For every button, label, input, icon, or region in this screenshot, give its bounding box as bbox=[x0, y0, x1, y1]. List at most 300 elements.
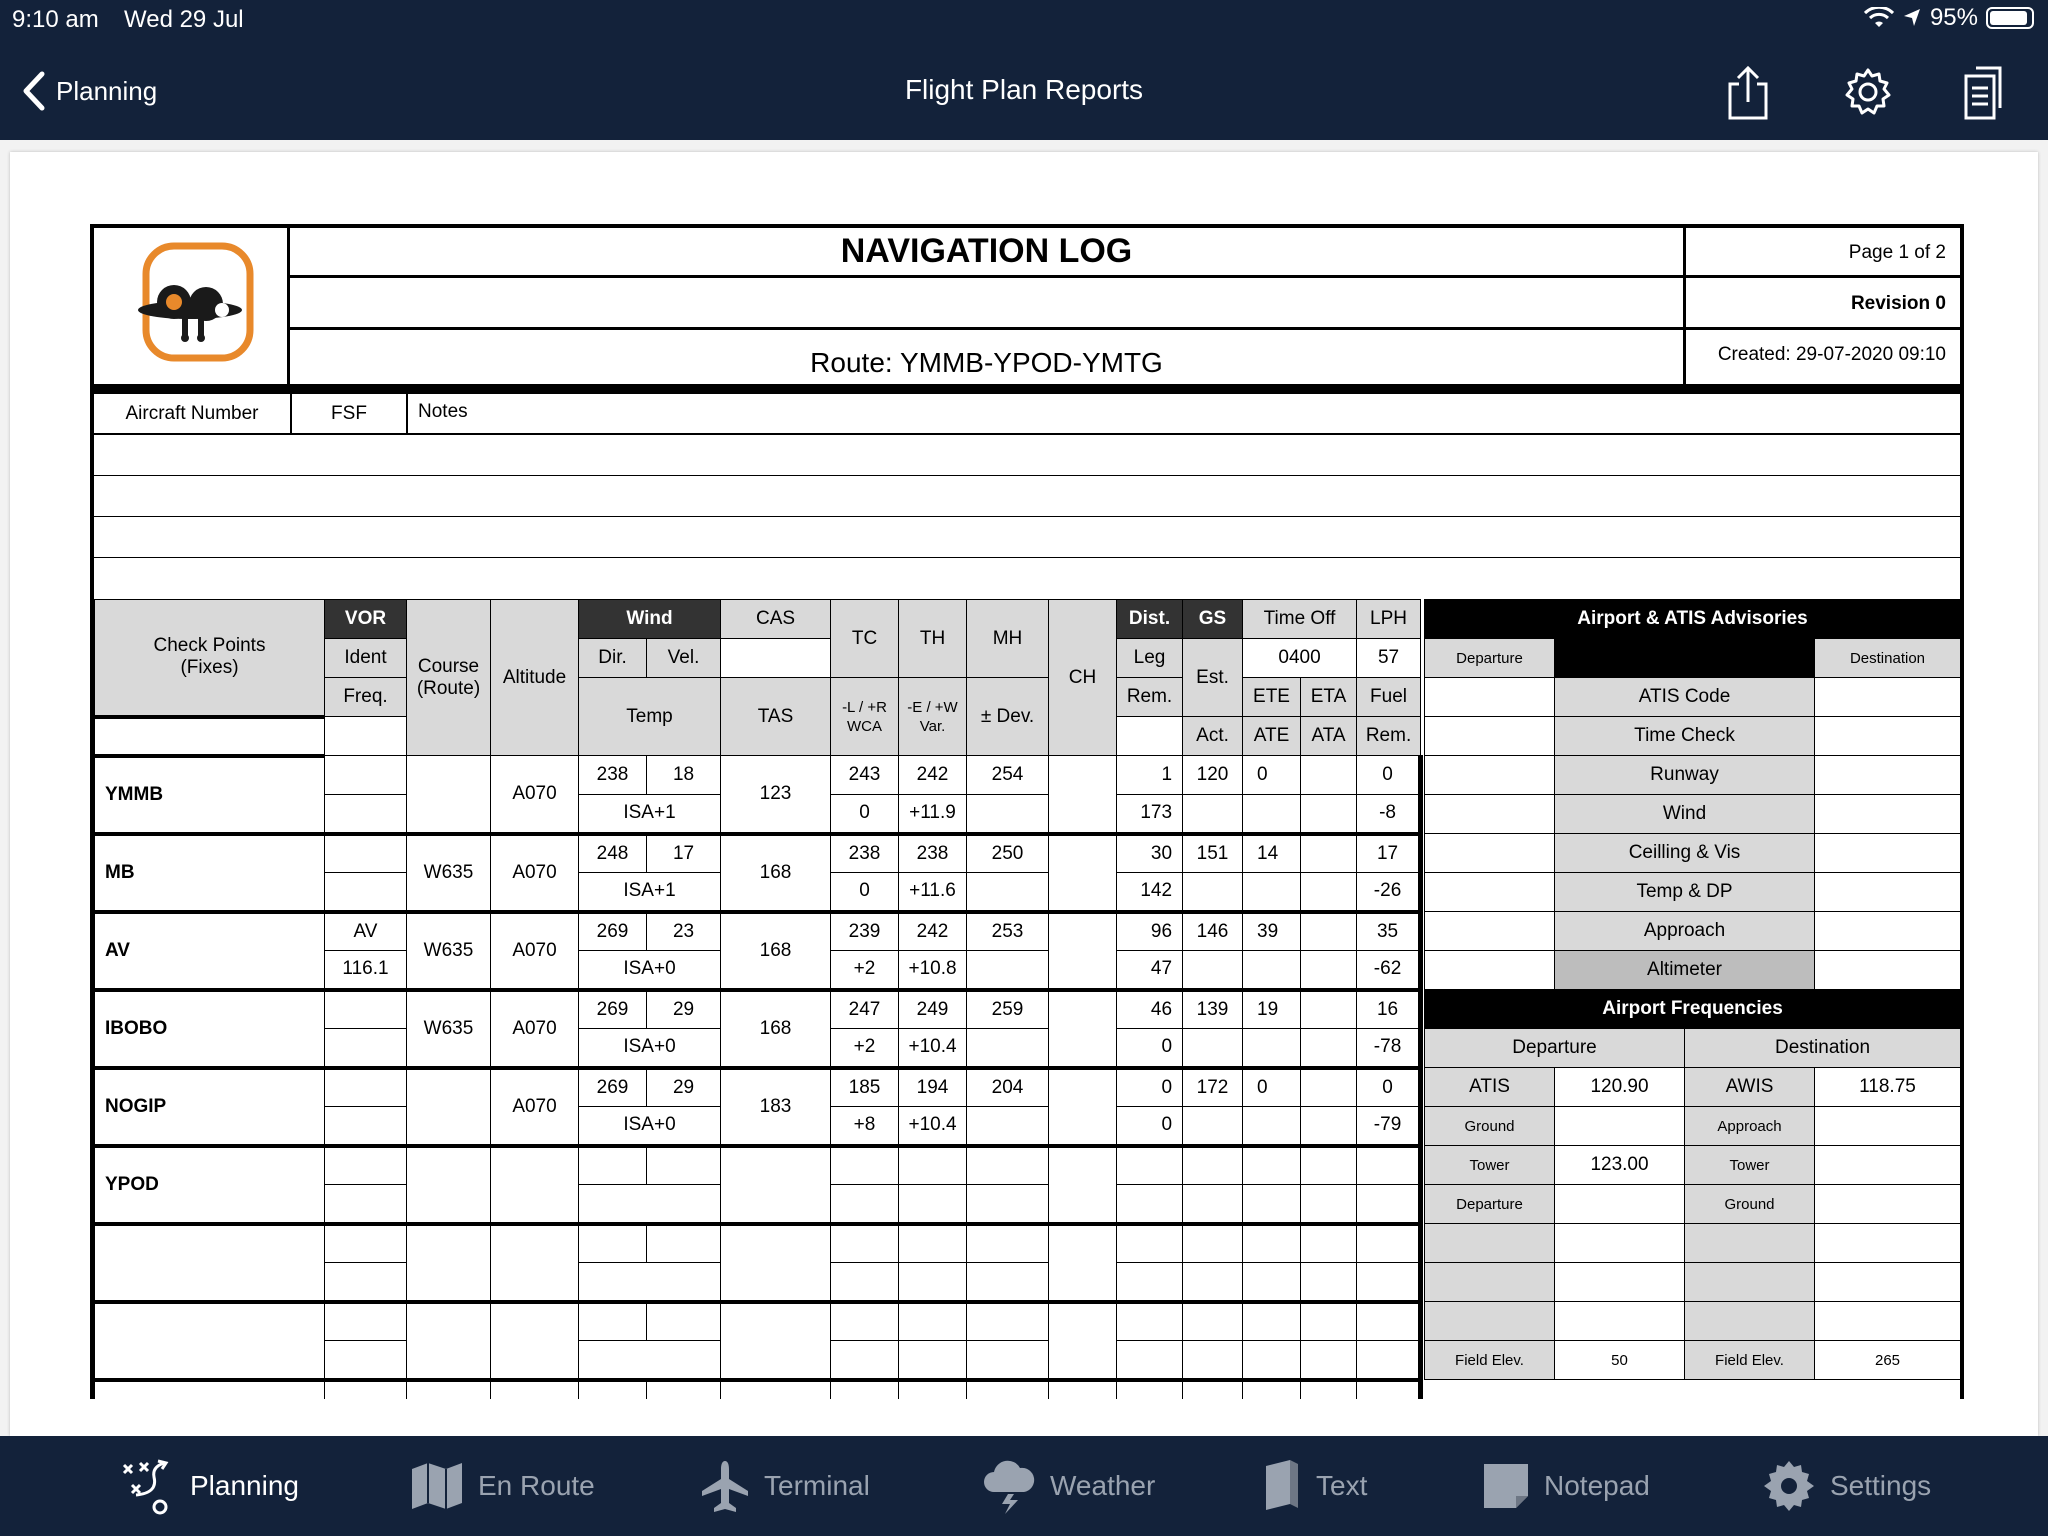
leg-ata bbox=[1301, 951, 1357, 990]
leg-altitude: A070 bbox=[491, 834, 579, 912]
freq-dest-label: Tower bbox=[1685, 1146, 1815, 1185]
leg-temp: ISA+1 bbox=[579, 873, 721, 912]
notes-label: Notes bbox=[418, 401, 468, 422]
leg-var: +10.4 bbox=[899, 1029, 967, 1068]
wind-dir-header: Dir. bbox=[579, 639, 647, 678]
leg-ata bbox=[1301, 1185, 1357, 1224]
leg-altitude: A070 bbox=[491, 1068, 579, 1146]
freq-dep-value bbox=[1555, 1107, 1685, 1146]
leg-tc bbox=[831, 1146, 899, 1185]
wind-vel: 29 bbox=[647, 990, 721, 1029]
gs-header: GS bbox=[1183, 600, 1243, 639]
leg-dist-rem: 47 bbox=[1117, 951, 1183, 990]
share-icon bbox=[1722, 64, 1774, 122]
leg-temp: ISA+1 bbox=[579, 795, 721, 834]
fix-name bbox=[95, 1224, 325, 1302]
atis-departure-value bbox=[1425, 717, 1555, 756]
vor-freq bbox=[325, 795, 407, 834]
leg-temp bbox=[579, 1341, 721, 1380]
leg-gs-act bbox=[1183, 873, 1243, 912]
nav-log-table bbox=[94, 599, 1423, 1399]
leg-eta bbox=[1301, 756, 1357, 795]
notes-line[interactable] bbox=[94, 476, 1960, 517]
vor-ident bbox=[325, 834, 407, 873]
atis-row bbox=[1425, 873, 1961, 912]
log-header bbox=[90, 224, 1964, 394]
leg-temp: ISA+0 bbox=[579, 1107, 721, 1146]
leg-dist-rem bbox=[1117, 1185, 1183, 1224]
notes-line[interactable] bbox=[94, 517, 1960, 558]
leg-ete: 39 bbox=[1243, 912, 1301, 951]
table-row bbox=[95, 912, 1421, 951]
leg-eta bbox=[1301, 1224, 1357, 1263]
leg-var: +10.8 bbox=[899, 951, 967, 990]
leg-cas: 168 bbox=[721, 834, 831, 912]
leg-gs-est bbox=[1183, 1146, 1243, 1185]
fix-name: MB bbox=[95, 834, 325, 912]
ident-header: Ident bbox=[325, 639, 407, 678]
reports-button[interactable] bbox=[1960, 64, 2012, 122]
leg-th: 249 bbox=[899, 990, 967, 1029]
vor-ident: AV bbox=[325, 912, 407, 951]
atis-departure-value bbox=[1425, 912, 1555, 951]
wind-vel-header: Vel. bbox=[647, 639, 721, 678]
leg-tc bbox=[831, 1302, 899, 1341]
freq-dest-value bbox=[1815, 1107, 1961, 1146]
atis-row-label: Altimeter bbox=[1555, 951, 1815, 990]
leg-th bbox=[899, 1380, 967, 1400]
leg-gs-est: 151 bbox=[1183, 834, 1243, 873]
tab-terminal-label: Terminal bbox=[764, 1470, 870, 1501]
leg-fuel-rem: -78 bbox=[1357, 1029, 1421, 1068]
tc-header: TC bbox=[831, 600, 899, 678]
atis-destination-value bbox=[1815, 678, 1961, 717]
status-date: Wed 29 Jul bbox=[124, 6, 244, 33]
atis-row-label: Approach bbox=[1555, 912, 1815, 951]
vor-ident bbox=[325, 1224, 407, 1263]
vor-freq: 116.1 bbox=[325, 951, 407, 990]
check-points-header: Check Points (Fixes) bbox=[95, 600, 325, 717]
back-label: Planning bbox=[56, 75, 158, 106]
leg-ate bbox=[1243, 873, 1301, 912]
tab-text[interactable] bbox=[1262, 1456, 1367, 1516]
leg-var bbox=[899, 1341, 967, 1380]
leg-dist: 96 bbox=[1117, 912, 1183, 951]
freq-dep-label: ATIS bbox=[1425, 1068, 1555, 1107]
fix-name: IBOBO bbox=[95, 990, 325, 1068]
leg-fuel-rem: -26 bbox=[1357, 873, 1421, 912]
book-icon bbox=[1262, 1458, 1302, 1514]
vor-ident bbox=[325, 990, 407, 1029]
leg-mh: 204 bbox=[967, 1068, 1049, 1107]
leg-eta bbox=[1301, 912, 1357, 951]
wind-vel bbox=[647, 1224, 721, 1263]
th-header: TH bbox=[899, 600, 967, 678]
navigation-log bbox=[90, 224, 1964, 1399]
leg-th bbox=[899, 1224, 967, 1263]
leg-ate bbox=[1243, 1029, 1301, 1068]
cas-header: CAS bbox=[721, 600, 831, 639]
wind-vel: 18 bbox=[647, 756, 721, 795]
dev-header: ± Dev. bbox=[967, 678, 1049, 756]
leg-altitude bbox=[491, 1146, 579, 1224]
freq-row bbox=[1425, 1185, 1961, 1224]
weather-cloud-icon bbox=[980, 1458, 1036, 1514]
leg-tc: 185 bbox=[831, 1068, 899, 1107]
fix-name: NOGIP bbox=[95, 1068, 325, 1146]
notes-line[interactable] bbox=[94, 435, 1960, 476]
atis-row bbox=[1425, 717, 1961, 756]
var-header: -E / +W Var. bbox=[899, 678, 967, 756]
documents-icon bbox=[1960, 64, 2012, 122]
leg-ch bbox=[1049, 1302, 1117, 1380]
page-title: Flight Plan Reports bbox=[904, 74, 1144, 105]
notes-area bbox=[90, 394, 1964, 599]
lph-value: 57 bbox=[1357, 639, 1421, 678]
leg-wca: 0 bbox=[831, 795, 899, 834]
atis-departure-value bbox=[1425, 873, 1555, 912]
vor-freq bbox=[325, 1107, 407, 1146]
leg-dev bbox=[967, 1185, 1049, 1224]
revision: Revision 0 bbox=[1686, 278, 1960, 330]
leg-ete bbox=[1243, 1380, 1301, 1400]
temp-header: Temp bbox=[579, 678, 721, 756]
time-off-value: 0400 bbox=[1243, 639, 1357, 678]
leg-dist-rem bbox=[1117, 1341, 1183, 1380]
leg-ch bbox=[1049, 1380, 1117, 1400]
leg-ete: 0 bbox=[1243, 1068, 1301, 1107]
dest-field-elev: 265 bbox=[1815, 1341, 1961, 1380]
leg-dev bbox=[967, 1263, 1049, 1302]
tab-terminal[interactable] bbox=[700, 1456, 870, 1516]
leg-mh bbox=[967, 1380, 1049, 1400]
leg-dev bbox=[967, 795, 1049, 834]
leg-dist bbox=[1117, 1380, 1183, 1400]
leg-fuel-rem: -62 bbox=[1357, 951, 1421, 990]
app-logo bbox=[94, 228, 290, 384]
report-sheet[interactable] bbox=[10, 152, 2038, 1436]
wind-vel: 23 bbox=[647, 912, 721, 951]
gear-icon bbox=[1762, 1459, 1816, 1513]
tab-en-route[interactable] bbox=[410, 1456, 595, 1516]
tab-notepad[interactable] bbox=[1482, 1456, 1650, 1516]
vor-ident bbox=[325, 1068, 407, 1107]
leg-altitude: A070 bbox=[491, 756, 579, 834]
freq-destination-header: Destination bbox=[1685, 1029, 1961, 1068]
top-navigation-bar bbox=[0, 0, 2048, 140]
leg-gs-est: 120 bbox=[1183, 756, 1243, 795]
leg-ate bbox=[1243, 1107, 1301, 1146]
leg-eta bbox=[1301, 1068, 1357, 1107]
leg-cas: 168 bbox=[721, 912, 831, 990]
leg-cas bbox=[721, 1380, 831, 1400]
aircraft-number-label: Aircraft Number bbox=[94, 394, 292, 434]
tab-en-route-label: En Route bbox=[478, 1470, 595, 1501]
leg-gs-act bbox=[1183, 1107, 1243, 1146]
leg-ete: 14 bbox=[1243, 834, 1301, 873]
fix-blank bbox=[95, 717, 325, 756]
location-arrow-icon bbox=[1902, 7, 1922, 29]
tas-header: TAS bbox=[721, 678, 831, 756]
leg-dist-rem: 142 bbox=[1117, 873, 1183, 912]
leg-mh: 250 bbox=[967, 834, 1049, 873]
leg-gs-act bbox=[1183, 1029, 1243, 1068]
leg-gs-act bbox=[1183, 795, 1243, 834]
table-row bbox=[95, 1146, 1421, 1185]
leg-ch bbox=[1049, 756, 1117, 834]
fuel-header: Fuel bbox=[1357, 678, 1421, 717]
wind-dir: 248 bbox=[579, 834, 647, 873]
leg-mh bbox=[967, 1224, 1049, 1263]
ate-header: ATE bbox=[1243, 717, 1301, 756]
fix-name: AV bbox=[95, 912, 325, 990]
leg-cas bbox=[721, 1224, 831, 1302]
atis-destination-value bbox=[1815, 873, 1961, 912]
leg-var: +11.6 bbox=[899, 873, 967, 912]
tab-text-label: Text bbox=[1316, 1470, 1368, 1501]
leg-tc: 239 bbox=[831, 912, 899, 951]
tab-weather[interactable] bbox=[980, 1456, 1155, 1516]
atis-destination-value bbox=[1815, 795, 1961, 834]
freq-dep-value: 123.00 bbox=[1555, 1146, 1685, 1185]
leg-var bbox=[899, 1263, 967, 1302]
atis-destination-value bbox=[1815, 951, 1961, 990]
table-row bbox=[95, 756, 1421, 795]
vor-ident bbox=[325, 1380, 407, 1400]
gear-icon bbox=[1842, 64, 1894, 122]
vor-freq bbox=[325, 1185, 407, 1224]
leg-wca bbox=[831, 1185, 899, 1224]
fix-name: YMMB bbox=[95, 756, 325, 834]
freq-dest-label: Ground bbox=[1685, 1185, 1815, 1224]
cas-blank bbox=[721, 639, 831, 678]
share-button[interactable] bbox=[1722, 64, 1774, 122]
leg-gs-act bbox=[1183, 1185, 1243, 1224]
freq-dep-label: Departure bbox=[1425, 1185, 1555, 1224]
leg-cas bbox=[721, 1302, 831, 1380]
freq-dep-label: Tower bbox=[1425, 1146, 1555, 1185]
leg-gs-act bbox=[1183, 1341, 1243, 1380]
leg-dist bbox=[1117, 1224, 1183, 1263]
leg-fuel bbox=[1357, 1380, 1421, 1400]
atis-row bbox=[1425, 678, 1961, 717]
atis-departure-value bbox=[1425, 834, 1555, 873]
leg-ch bbox=[1049, 1068, 1117, 1146]
leg-cas: 123 bbox=[721, 756, 831, 834]
route-label: Route: YMMB-YPOD-YMTG bbox=[290, 330, 1686, 384]
leg-ate bbox=[1243, 1185, 1301, 1224]
eta-header: ETA bbox=[1301, 678, 1357, 717]
freq-departure-header: Departure bbox=[1425, 1029, 1685, 1068]
leg-altitude bbox=[491, 1224, 579, 1302]
leg-tc: 243 bbox=[831, 756, 899, 795]
vor-ident bbox=[325, 756, 407, 795]
leg-dist-rem: 0 bbox=[1117, 1107, 1183, 1146]
atis-row bbox=[1425, 951, 1961, 990]
leg-ata bbox=[1301, 795, 1357, 834]
tab-planning-label: Planning bbox=[190, 1470, 299, 1501]
leg-mh: 253 bbox=[967, 912, 1049, 951]
leg-dev bbox=[967, 1341, 1049, 1380]
atis-title: Airport & ATIS Advisories bbox=[1425, 600, 1961, 639]
fix-name bbox=[95, 1302, 325, 1380]
leg-ch bbox=[1049, 912, 1117, 990]
altitude-header: Altitude bbox=[491, 600, 579, 756]
leg-course bbox=[407, 1068, 491, 1146]
leg-gs-est: 146 bbox=[1183, 912, 1243, 951]
wind-dir bbox=[579, 1302, 647, 1341]
wind-dir: 269 bbox=[579, 990, 647, 1029]
leg-course: W635 bbox=[407, 990, 491, 1068]
leg-gs-est: 139 bbox=[1183, 990, 1243, 1029]
leg-gs-act bbox=[1183, 1263, 1243, 1302]
aircraft-number-value: FSF bbox=[292, 394, 408, 434]
wind-dir: 269 bbox=[579, 1068, 647, 1107]
dest-field-elev-label: Field Elev. bbox=[1685, 1341, 1815, 1380]
leg-ate bbox=[1243, 795, 1301, 834]
wind-dir bbox=[579, 1380, 647, 1400]
table-row bbox=[95, 1068, 1421, 1107]
notes-line[interactable] bbox=[94, 558, 1960, 599]
leg-ete bbox=[1243, 1224, 1301, 1263]
leg-var bbox=[899, 1185, 967, 1224]
leg-wca: +8 bbox=[831, 1107, 899, 1146]
leg-th: 238 bbox=[899, 834, 967, 873]
leg-eta bbox=[1301, 1146, 1357, 1185]
vor-header: VOR bbox=[325, 600, 407, 639]
leg-fuel-rem bbox=[1357, 1185, 1421, 1224]
wind-header: Wind bbox=[579, 600, 721, 639]
tab-settings[interactable] bbox=[1762, 1456, 1931, 1516]
est-header: Est. bbox=[1183, 639, 1243, 717]
leg-gs-est bbox=[1183, 1224, 1243, 1263]
leg-dist: 46 bbox=[1117, 990, 1183, 1029]
settings-button[interactable] bbox=[1842, 64, 1894, 122]
atis-departure-header: Departure bbox=[1425, 639, 1555, 678]
leg-dev bbox=[967, 1107, 1049, 1146]
leg-var: +11.9 bbox=[899, 795, 967, 834]
dep-field-elev: 50 bbox=[1555, 1341, 1685, 1380]
ch-header: CH bbox=[1049, 600, 1117, 756]
atis-destination-header: Destination bbox=[1815, 639, 1961, 678]
table-row bbox=[95, 834, 1421, 873]
atis-row bbox=[1425, 795, 1961, 834]
leg-temp: ISA+0 bbox=[579, 951, 721, 990]
leg-course bbox=[407, 756, 491, 834]
atis-row bbox=[1425, 834, 1961, 873]
wind-dir: 269 bbox=[579, 912, 647, 951]
leg-dist bbox=[1117, 1146, 1183, 1185]
leg-var: +10.4 bbox=[899, 1107, 967, 1146]
log-subtitle-blank bbox=[290, 278, 1686, 330]
leg-gs-est: 172 bbox=[1183, 1068, 1243, 1107]
leg-tc: 238 bbox=[831, 834, 899, 873]
leg-mh: 259 bbox=[967, 990, 1049, 1029]
mh-header: MH bbox=[967, 600, 1049, 678]
act-header: Act. bbox=[1183, 717, 1243, 756]
leg-fuel-rem bbox=[1357, 1341, 1421, 1380]
leg-th: 242 bbox=[899, 912, 967, 951]
leg-altitude bbox=[491, 1380, 579, 1400]
leg-course: W635 bbox=[407, 912, 491, 990]
freq-dest-value: 118.75 bbox=[1815, 1068, 1961, 1107]
leg-fuel-rem: -8 bbox=[1357, 795, 1421, 834]
map-icon bbox=[410, 1461, 464, 1511]
freq-row bbox=[1425, 1107, 1961, 1146]
wind-vel bbox=[647, 1146, 721, 1185]
vor-blank bbox=[325, 717, 407, 756]
leg-dist: 0 bbox=[1117, 1068, 1183, 1107]
wind-vel: 29 bbox=[647, 1068, 721, 1107]
airplane-icon bbox=[700, 1459, 750, 1513]
leg-dev bbox=[967, 951, 1049, 990]
dist-header: Dist. bbox=[1117, 600, 1183, 639]
leg-course: W635 bbox=[407, 834, 491, 912]
atis-destination-value bbox=[1815, 717, 1961, 756]
wifi-icon bbox=[1864, 7, 1894, 29]
freq-row bbox=[1425, 1068, 1961, 1107]
tab-weather-label: Weather bbox=[1050, 1470, 1156, 1501]
leg-wca bbox=[831, 1341, 899, 1380]
vor-ident bbox=[325, 1302, 407, 1341]
leg-ch bbox=[1049, 1224, 1117, 1302]
leg-eta bbox=[1301, 990, 1357, 1029]
ata-header: ATA bbox=[1301, 717, 1357, 756]
ete-header: ETE bbox=[1243, 678, 1301, 717]
leg-ete: 0 bbox=[1243, 756, 1301, 795]
leg-ete bbox=[1243, 1302, 1301, 1341]
wind-dir bbox=[579, 1224, 647, 1263]
leg-ch bbox=[1049, 1146, 1117, 1224]
leg-fuel bbox=[1357, 1302, 1421, 1341]
planning-icon bbox=[118, 1457, 176, 1515]
leg-fuel: 16 bbox=[1357, 990, 1421, 1029]
leg-temp bbox=[579, 1263, 721, 1302]
wind-vel bbox=[647, 1302, 721, 1341]
leg-mh: 254 bbox=[967, 756, 1049, 795]
leg-eta bbox=[1301, 1302, 1357, 1341]
wind-dir: 238 bbox=[579, 756, 647, 795]
leg-eta bbox=[1301, 1380, 1357, 1400]
rem-header: Rem. bbox=[1117, 678, 1183, 717]
table-row bbox=[95, 990, 1421, 1029]
leg-ate bbox=[1243, 1263, 1301, 1302]
leg-altitude: A070 bbox=[491, 990, 579, 1068]
leg-ate bbox=[1243, 1341, 1301, 1380]
atis-departure-value bbox=[1425, 795, 1555, 834]
log-body bbox=[90, 599, 1964, 1399]
fuel-rem-header: Rem. bbox=[1357, 717, 1421, 756]
leg-dist-rem: 0 bbox=[1117, 1029, 1183, 1068]
leg-gs-est bbox=[1183, 1302, 1243, 1341]
tab-planning[interactable] bbox=[118, 1456, 299, 1516]
freq-dest-value bbox=[1815, 1185, 1961, 1224]
status-time: 9:10 am bbox=[12, 6, 99, 33]
leg-ata bbox=[1301, 1029, 1357, 1068]
leg-altitude bbox=[491, 1302, 579, 1380]
page-number: Page 1 of 2 bbox=[1686, 228, 1960, 278]
wind-vel: 17 bbox=[647, 834, 721, 873]
table-row bbox=[95, 1302, 1421, 1341]
freq-dest-value bbox=[1815, 1146, 1961, 1185]
vor-freq bbox=[325, 1341, 407, 1380]
freq-row bbox=[1425, 1146, 1961, 1185]
freq-title: Airport Frequencies bbox=[1425, 990, 1961, 1029]
leg-cas: 183 bbox=[721, 1068, 831, 1146]
leg-ch bbox=[1049, 834, 1117, 912]
tab-bar bbox=[0, 1436, 2048, 1536]
leg-altitude: A070 bbox=[491, 912, 579, 990]
